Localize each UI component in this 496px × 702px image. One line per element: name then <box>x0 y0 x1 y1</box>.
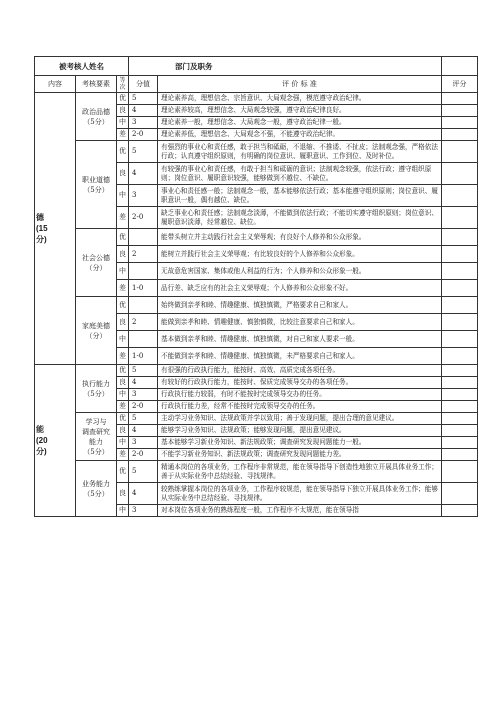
rating-input-cell[interactable] <box>442 141 478 163</box>
rating-input-cell[interactable] <box>442 280 478 297</box>
grade-cell: 优 <box>117 297 129 314</box>
standard-cell: 理论素养低，理想信念、大局观念不强，不能遵守政治纪律。 <box>158 129 442 141</box>
score-cell: 4 <box>129 163 158 185</box>
rating-input-cell[interactable] <box>442 505 478 517</box>
score-cell: 4 <box>129 483 158 505</box>
col-standard: 评 价 标 准 <box>158 76 442 93</box>
table-row <box>35 365 478 377</box>
grade-cell: 良 <box>117 314 129 331</box>
grade-cell: 优 <box>117 413 129 425</box>
score-cell: 4 <box>129 425 158 437</box>
standard-cell: 能带头树立并主动践行社会主义荣辱观；有良好个人修养和公众形象。 <box>158 229 442 246</box>
standard-cell: 能做到亲孝和睦、情趣健康、慎独慎微，比较注意要求自己和家人。 <box>158 314 442 331</box>
score-cell: 1-0 <box>129 348 158 365</box>
col-content: 内容 <box>35 76 76 93</box>
grade-cell: 中 <box>117 437 129 449</box>
rating-input-cell[interactable] <box>442 365 478 377</box>
col-element: 考核要素 <box>76 76 117 93</box>
standard-cell: 精通本岗位的各项业务，工作程序非常规范，能在领导指导下创造性地独立开展具体业务工作；善于从实际业务中总结经验、寻找规律。 <box>158 461 442 483</box>
rating-input-cell[interactable] <box>442 229 478 246</box>
grade-cell: 中 <box>117 117 129 129</box>
rating-input-cell[interactable] <box>442 129 478 141</box>
table-row <box>35 141 478 163</box>
column-header-row <box>35 76 478 93</box>
score-cell: 3 <box>129 505 158 517</box>
score-cell: 5 <box>129 93 158 105</box>
rating-input-cell[interactable] <box>442 377 478 389</box>
standard-cell: 品行差、缺乏应有的社会主义荣辱观；个人修养和公众形象不好。 <box>158 280 442 297</box>
table-row <box>35 93 478 105</box>
standard-cell: 有很强的行政执行能力，能按时、高效、高质完成各项任务。 <box>158 365 442 377</box>
evaluation-table <box>34 56 478 517</box>
rating-input-cell[interactable] <box>442 207 478 229</box>
grade-cell: 差 <box>117 207 129 229</box>
standard-cell: 理论素养较高，理想信念、大局观念较强，遵守政治纪律良好。 <box>158 105 442 117</box>
grade-cell: 良 <box>117 105 129 117</box>
score-cell: 5 <box>129 141 158 163</box>
rating-input-cell[interactable] <box>442 389 478 401</box>
score-cell <box>129 229 158 246</box>
rating-input-cell[interactable] <box>442 105 478 117</box>
score-cell: 2-0 <box>129 401 158 413</box>
standard-cell: 行政执行能力较弱，有时不能按时完成领导交办的任务。 <box>158 389 442 401</box>
dept-value[interactable] <box>442 57 478 76</box>
standard-cell: 较熟练掌握本岗位的各项业务，工作程序较规范，能在领导指导下独立开展具体业务工作；能够从实际业务中总结经验、寻找规律。 <box>158 483 442 505</box>
score-cell: 2-0 <box>129 129 158 141</box>
score-cell: 5 <box>129 365 158 377</box>
grade-cell: 中 <box>117 185 129 207</box>
rating-input-cell[interactable] <box>442 163 478 185</box>
grade-cell: 中 <box>117 263 129 280</box>
grade-cell: 良 <box>117 246 129 263</box>
standard-cell: 基本做到亲孝和睦、情趣健康、慎独慎微，对自己和家人要求一般。 <box>158 331 442 348</box>
standard-cell: 基本能够学习新业务知识、新法规政策；调查研究发现问题能力一般。 <box>158 437 442 449</box>
rating-input-cell[interactable] <box>442 117 478 129</box>
grade-cell: 中 <box>117 505 129 517</box>
standard-cell: 理论素养高，理想信念、宗旨意识、大局观念强，模范遵守政治纪律。 <box>158 93 442 105</box>
grade-cell: 优 <box>117 93 129 105</box>
score-cell: 3 <box>129 185 158 207</box>
rating-input-cell[interactable] <box>442 185 478 207</box>
col-grade: 等次 <box>117 76 129 93</box>
dimension-cell: 能 (20 分) <box>35 365 76 517</box>
name-label: 被考核人姓名 <box>35 57 129 76</box>
grade-cell: 优 <box>117 141 129 163</box>
standard-cell: 能树立并践行社会主义荣辱观；有比较良好的个人修养和公众形象。 <box>158 246 442 263</box>
grade-cell: 差 <box>117 449 129 461</box>
table-row <box>35 461 478 483</box>
standard-cell: 事业心和责任感一般；法制观念一般，基本能够依法行政；基本能遵守组织原则；岗位意识、履职意识一般，偶有越位、缺位。 <box>158 185 442 207</box>
dept-label: 部门及职务 <box>129 57 442 76</box>
score-cell: 4 <box>129 105 158 117</box>
grade-cell: 良 <box>117 163 129 185</box>
dimension-cell: 德 (15 分) <box>35 93 76 365</box>
rating-input-cell[interactable] <box>442 331 478 348</box>
rating-input-cell[interactable] <box>442 449 478 461</box>
rating-input-cell[interactable] <box>442 246 478 263</box>
element-cell: 社会公德 （分） <box>76 229 117 297</box>
standard-cell: 有较好的行政执行能力，能按时、保质完成领导交办的各项任务。 <box>158 377 442 389</box>
grade-cell: 差 <box>117 401 129 413</box>
score-cell: 1-0 <box>129 280 158 297</box>
rating-input-cell[interactable] <box>442 483 478 505</box>
rating-input-cell[interactable] <box>442 93 478 105</box>
rating-input-cell[interactable] <box>442 413 478 425</box>
standard-cell: 缺乏事业心和责任感；法制观念淡薄，不能做到依法行政；不能切实遵守组织原则；岗位意识、履职意识淡薄，经常越位、缺位。 <box>158 207 442 229</box>
grade-cell: 差 <box>117 129 129 141</box>
rating-input-cell[interactable] <box>442 461 478 483</box>
score-cell <box>129 297 158 314</box>
grade-cell: 优 <box>117 229 129 246</box>
score-cell <box>129 263 158 280</box>
score-cell: 2-0 <box>129 207 158 229</box>
standard-cell: 有强烈的事业心和责任感，敢于担当和砥砺，不退缩、不推诿、不扯皮；法制观念强，严格依法行政；认真遵守组织原则，有明确的岗位意识、履职意识、工作到位、及时补位。 <box>158 141 442 163</box>
rating-input-cell[interactable] <box>442 314 478 331</box>
standard-cell: 主动学习业务知识、法规政策并学以致用；善于发现问题，提出合理的意见建议。 <box>158 413 442 425</box>
standard-cell: 始终做到亲孝和睦、情趣健康、慎独慎微，严格要求自己和家人。 <box>158 297 442 314</box>
score-cell <box>129 331 158 348</box>
score-cell: 3 <box>129 389 158 401</box>
score-cell: 4 <box>129 377 158 389</box>
score-cell: 5 <box>129 413 158 425</box>
element-cell: 执行能力 （5分） <box>76 365 117 413</box>
header-row <box>35 57 478 76</box>
grade-cell: 良 <box>117 483 129 505</box>
standard-cell: 行政执行能力差，经常不能按时完成领导交办的任务。 <box>158 401 442 413</box>
rating-input-cell[interactable] <box>442 425 478 437</box>
score-cell: 3 <box>129 117 158 129</box>
score-cell: 5 <box>129 461 158 483</box>
table-row <box>35 297 478 314</box>
standard-cell: 能够学习业务知识、法规政策；能够发现问题，提出意见建议。 <box>158 425 442 437</box>
rating-input-cell[interactable] <box>442 348 478 365</box>
standard-cell: 有较强的事业心和责任感，有敢于担当和砥砺的意识；法制观念较强，依法行政；遵守组织原则；岗位意识、履职意识较强，能够做到不越位、不缺位。 <box>158 163 442 185</box>
standard-cell: 不能学习新业务知识、新法规政策；调查研究发现问题能力差。 <box>158 449 442 461</box>
table-row <box>35 229 478 246</box>
grade-cell: 差 <box>117 280 129 297</box>
standard-cell: 无故意危害国家、集体或他人利益的行为；个人修养和公众形象一般。 <box>158 263 442 280</box>
standard-cell: 理论素养一般，理想信念、大局观念一般，遵守政治纪律一般。 <box>158 117 442 129</box>
grade-cell: 良 <box>117 377 129 389</box>
grade-cell: 中 <box>117 389 129 401</box>
rating-input-cell[interactable] <box>442 401 478 413</box>
score-cell: 2-0 <box>129 449 158 461</box>
col-rating: 评分 <box>442 76 478 93</box>
grade-cell: 中 <box>117 331 129 348</box>
rating-input-cell[interactable] <box>442 297 478 314</box>
element-cell: 职业道德 （5分） <box>76 141 117 229</box>
col-score: 分值 <box>129 76 158 93</box>
table-row <box>35 413 478 425</box>
standard-cell: 对本岗位各项业务的熟练程度一般，工作程序不太规范，能在领导指 <box>158 505 442 517</box>
grade-cell: 优 <box>117 365 129 377</box>
grade-cell: 差 <box>117 348 129 365</box>
score-cell: 2 <box>129 246 158 263</box>
element-cell: 政治品德 （5分） <box>76 93 117 141</box>
element-cell: 业务能力 （5分） <box>76 461 117 517</box>
grade-cell: 优 <box>117 461 129 483</box>
rating-input-cell[interactable] <box>442 263 478 280</box>
element-cell: 家庭美德 （分） <box>76 297 117 365</box>
rating-input-cell[interactable] <box>442 437 478 449</box>
grade-cell: 良 <box>117 425 129 437</box>
standard-cell: 不能做到亲孝和睦、情趣健康、慎独慎微，未严格要求自己和家人。 <box>158 348 442 365</box>
element-cell: 学习与 调查研究 能力 （5分） <box>76 413 117 461</box>
score-cell: 3 <box>129 437 158 449</box>
score-cell: 2 <box>129 314 158 331</box>
evaluation-sheet <box>34 56 477 517</box>
